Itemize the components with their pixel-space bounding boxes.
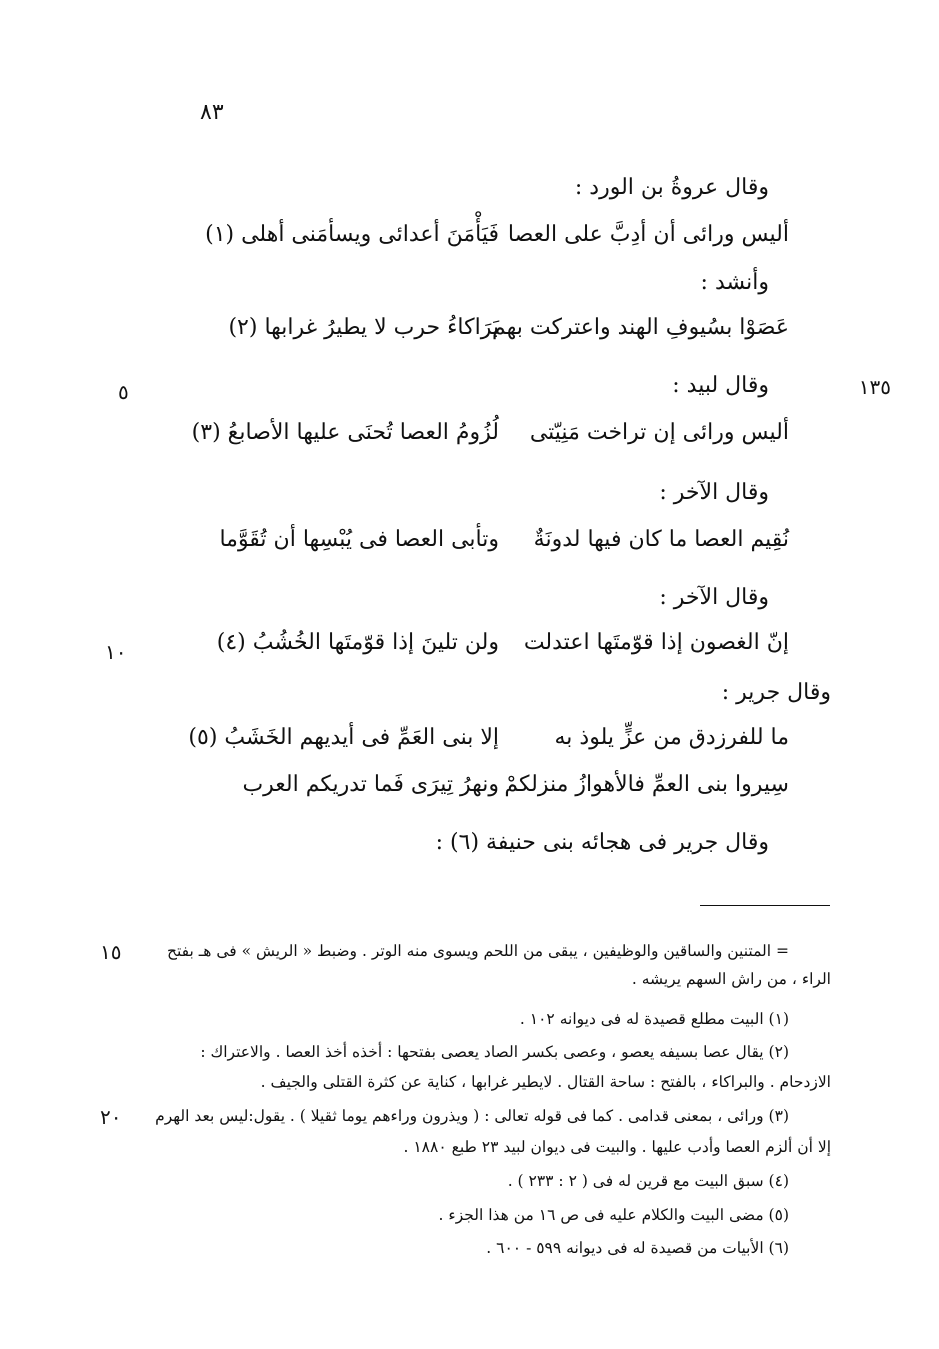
line-number-5: ٥: [118, 380, 129, 404]
footnote-1: (١) البيت مطلع قصيدة له فى ديوانه ١٠٢ .: [519, 1010, 789, 1028]
intro-anshad: وأنشد :: [700, 270, 769, 295]
intro-jarir-hanifa: وقال جرير فى هجائه بنى حنيفة (٦) :: [435, 830, 769, 855]
footnote-5: (٥) مضى البيت والكلام عليه فى ص ١٦ من هذا الجزء .: [438, 1206, 789, 1224]
footnote-6: (٦) الأبيات من قصيدة له فى ديوانه ٥٩٩ - ٦٠٠ .: [486, 1239, 789, 1257]
footnote-continuation-1: = المتنين والساقين والوظيفين ، يبقى من اللحم ويسوى منه الوتر . وضبط « الريش » فى هـ بفتح: [166, 942, 789, 960]
footnote-4: (٤) سبق البيت مع قرين له فى ( ٢ : ٢٣٣ ) .: [507, 1172, 789, 1190]
line-number-15: ١٥: [100, 940, 122, 964]
footnote-separator: [700, 905, 830, 906]
verse-4-sadr: نُقِيم العصا ما كان فيها لدونَةٌ: [533, 527, 789, 552]
footnote-3-line-2: إلا أن ألزم العصا وأدب عليها . والبيت فى ديوان لبيد ٢٣ طبع ١٨٨٠ .: [403, 1138, 831, 1156]
line-number-10: ١٠: [105, 640, 127, 664]
line-number-20: ٢٠: [100, 1105, 122, 1129]
verse-1-ajuz: فَيَأْمَنَ أعدائى ويسأمَنى أهلى (١): [205, 222, 499, 247]
verse-6-sadr: ما للفرزدق من عزٍّ يلوذ به: [554, 725, 789, 750]
verse-4-ajuz: وتأبى العصا فى يُبْسِها أن تُقَوَّما: [219, 527, 499, 552]
verse-5-sadr: إنّ الغصون إذا قوّمتَها اعتدلت: [523, 630, 789, 655]
verse-5-ajuz: ولن تلينَ إذا قوّمتَها الخُشُبُ (٤): [216, 630, 499, 655]
verse-7-sadr: سِيروا بنى العمِّ فالأهوازُ منزلكمْ: [504, 772, 789, 797]
section-number: ١٣٥: [858, 375, 891, 399]
verse-6-ajuz: إلا بنى العَمِّ فى أيديهم الخَشَبُ (٥): [188, 725, 499, 750]
intro-other-2: وقال الآخر :: [659, 585, 769, 610]
verse-2-sadr: عَصَوْا بسُيوفِ الهند واعتركت بهم: [492, 315, 789, 340]
page-number: ٨٣: [200, 100, 224, 125]
intro-urwa: وقال عروةُ بن الورد :: [574, 175, 769, 200]
verse-2-ajuz: بَرَاكاءُ حرب لا يطيرُ غرابها (٢): [228, 315, 499, 340]
verse-7-ajuz: ونهرُ تِيرَى فَما تدريكم العرب: [242, 772, 499, 797]
footnote-continuation-2: الراء ، من راش السهم يريشه .: [631, 970, 831, 988]
verse-1-sadr: أليس ورائى أن أدِبَّ على العصا: [507, 222, 789, 247]
intro-other-1: وقال الآخر :: [659, 480, 769, 505]
intro-jarir: وقال جرير :: [721, 680, 831, 705]
verse-3-ajuz: لُزُومُ العصا تُحنَى عليها الأصابعُ (٣): [191, 420, 499, 445]
footnote-3-line-1: (٣) ورائى ، بمعنى قدامى . كما فى قوله تعالى : ( ويذرون وراءهم يوما ثقيلا ) . يقول:ليس بعد الهرم: [155, 1107, 789, 1125]
footnote-2-line-2: الازدحام . والبراكاء ، بالفتح : ساحة القتال . لايطير غرابها ، كناية عن كثرة القتلى والجيف .: [260, 1073, 831, 1091]
verse-3-sadr: أليس ورائى إن تراخت مَنِيّتى: [529, 420, 789, 445]
footnote-2-line-1: (٢) يقال عصا بسيفه يعصو ، وعصى بكسر الصاد يعصى بفتحها : أخذه أخذ العصا . والاعتراك :: [200, 1043, 789, 1061]
intro-labid: وقال لبيد :: [672, 373, 769, 398]
